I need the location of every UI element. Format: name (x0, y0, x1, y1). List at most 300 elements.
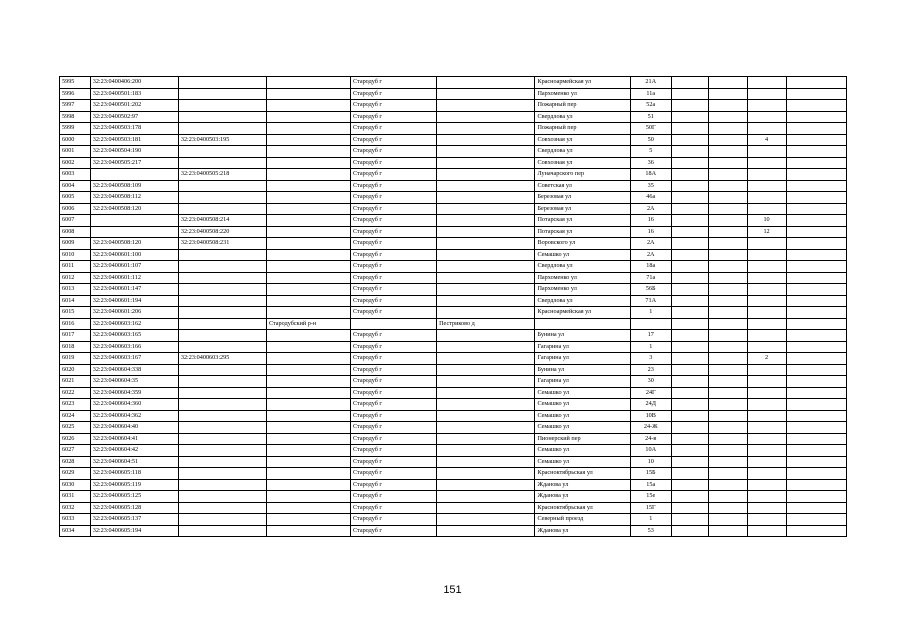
district-cell (266, 514, 350, 526)
empty-cell (708, 353, 747, 365)
street-cell: Жданова ул (535, 491, 630, 503)
house-number-cell: 56Б (630, 284, 671, 296)
city-cell: Стародуб г (351, 88, 437, 100)
empty-cell (708, 514, 747, 526)
building-cadastral-number-cell: 32:23:0400505:218 (178, 169, 266, 181)
table-row (60, 134, 847, 146)
street-cell: Потарская ул (535, 215, 630, 227)
row-number-cell: 6033 (60, 514, 91, 526)
cadastral-number-cell: 32:23:0400604:360 (90, 399, 178, 411)
cadastral-number-cell: 32:23:0400508:120 (90, 203, 178, 215)
blank-cell (786, 88, 847, 100)
empty-cell (671, 445, 708, 457)
city-cell: Стародуб г (351, 307, 437, 319)
table-row (60, 111, 847, 123)
street-cell: Жданова ул (535, 479, 630, 491)
city-cell: Стародуб г (351, 399, 437, 411)
city-cell: Стародуб г (351, 502, 437, 514)
empty-cell (708, 272, 747, 284)
page-number: 151 (443, 584, 462, 596)
building-cadastral-number-cell (178, 525, 266, 537)
empty-cell (671, 261, 708, 273)
district-cell (266, 146, 350, 158)
settlement-cell (437, 410, 535, 422)
registry-table-wrapper (59, 76, 847, 537)
blank-cell (786, 226, 847, 238)
cadastral-number-cell: 32:23:0400604:40 (90, 422, 178, 434)
blank-cell (786, 134, 847, 146)
city-cell: Стародуб г (351, 169, 437, 181)
settlement-cell (437, 215, 535, 227)
apartment-number-cell (747, 261, 786, 273)
street-cell: Бунина ул (535, 330, 630, 342)
building-cadastral-number-cell (178, 341, 266, 353)
city-cell: Стародуб г (351, 226, 437, 238)
row-number-cell: 6013 (60, 284, 91, 296)
empty-cell (708, 284, 747, 296)
blank-cell (786, 238, 847, 250)
building-cadastral-number-cell (178, 387, 266, 399)
row-number-cell: 6016 (60, 318, 91, 330)
district-cell (266, 399, 350, 411)
blank-cell (786, 295, 847, 307)
cadastral-number-cell: 32:23:0400601:100 (90, 249, 178, 261)
house-number-cell: 15Г (630, 502, 671, 514)
house-number-cell: 50 (630, 134, 671, 146)
blank-cell (786, 525, 847, 537)
table-row (60, 238, 847, 250)
table-row (60, 387, 847, 399)
city-cell: Стародуб г (351, 261, 437, 273)
blank-cell (786, 261, 847, 273)
empty-cell (671, 272, 708, 284)
row-number-cell: 6012 (60, 272, 91, 284)
city-cell: Стародуб г (351, 514, 437, 526)
empty-cell (671, 284, 708, 296)
table-row (60, 433, 847, 445)
district-cell (266, 192, 350, 204)
table-row (60, 525, 847, 537)
settlement-cell (437, 456, 535, 468)
cadastral-number-cell (90, 169, 178, 181)
district-cell (266, 307, 350, 319)
table-row (60, 364, 847, 376)
apartment-number-cell (747, 307, 786, 319)
blank-cell (786, 146, 847, 158)
city-cell: Стародуб г (351, 491, 437, 503)
empty-cell (708, 111, 747, 123)
row-number-cell: 6001 (60, 146, 91, 158)
blank-cell (786, 353, 847, 365)
settlement-cell (437, 111, 535, 123)
house-number-cell: 53 (630, 525, 671, 537)
table-row (60, 77, 847, 89)
street-cell: Семашко ул (535, 399, 630, 411)
cadastral-number-cell: 32:23:0400605:119 (90, 479, 178, 491)
row-number-cell: 5997 (60, 100, 91, 112)
district-cell (266, 295, 350, 307)
table-row (60, 445, 847, 457)
house-number-cell: 1 (630, 514, 671, 526)
apartment-number-cell (747, 295, 786, 307)
district-cell (266, 341, 350, 353)
cadastral-number-cell: 32:23:0400604:359 (90, 387, 178, 399)
cadastral-number-cell: 32:23:0400501:202 (90, 100, 178, 112)
empty-cell (708, 422, 747, 434)
city-cell: Стародуб г (351, 456, 437, 468)
building-cadastral-number-cell (178, 514, 266, 526)
building-cadastral-number-cell (178, 192, 266, 204)
empty-cell (708, 261, 747, 273)
empty-cell (671, 422, 708, 434)
table-row (60, 410, 847, 422)
street-cell: Красноармейская ул (535, 77, 630, 89)
empty-cell (671, 77, 708, 89)
building-cadastral-number-cell (178, 123, 266, 135)
house-number-cell: 50Г (630, 123, 671, 135)
cadastral-number-cell: 32:23:0400604:51 (90, 456, 178, 468)
cadastral-number-cell: 32:23:0400601:147 (90, 284, 178, 296)
empty-cell (671, 169, 708, 181)
building-cadastral-number-cell (178, 249, 266, 261)
apartment-number-cell (747, 100, 786, 112)
settlement-cell (437, 169, 535, 181)
street-cell: Семашко ул (535, 249, 630, 261)
apartment-number-cell (747, 514, 786, 526)
house-number-cell: 1 (630, 341, 671, 353)
city-cell: Стародуб г (351, 525, 437, 537)
row-number-cell: 6024 (60, 410, 91, 422)
street-cell: Бунина ул (535, 364, 630, 376)
table-row (60, 192, 847, 204)
district-cell: Стародубский р-н (266, 318, 350, 330)
table-row (60, 146, 847, 158)
settlement-cell (437, 387, 535, 399)
row-number-cell: 6006 (60, 203, 91, 215)
house-number-cell: 18А (630, 169, 671, 181)
district-cell (266, 525, 350, 537)
settlement-cell (437, 502, 535, 514)
empty-cell (671, 341, 708, 353)
building-cadastral-number-cell: 32:23:0400508:214 (178, 215, 266, 227)
empty-cell (708, 376, 747, 388)
cadastral-number-cell: 32:23:0400501:183 (90, 88, 178, 100)
blank-cell (786, 123, 847, 135)
apartment-number-cell (747, 433, 786, 445)
city-cell: Стародуб г (351, 203, 437, 215)
settlement-cell (437, 180, 535, 192)
blank-cell (786, 157, 847, 169)
house-number-cell: 2А (630, 238, 671, 250)
street-cell: Северный проезд (535, 514, 630, 526)
city-cell: Стародуб г (351, 376, 437, 388)
row-number-cell: 6020 (60, 364, 91, 376)
building-cadastral-number-cell (178, 410, 266, 422)
empty-cell (708, 445, 747, 457)
city-cell: Стародуб г (351, 295, 437, 307)
building-cadastral-number-cell (178, 88, 266, 100)
district-cell (266, 433, 350, 445)
empty-cell (671, 111, 708, 123)
district-cell (266, 479, 350, 491)
building-cadastral-number-cell: 32:23:0400508:220 (178, 226, 266, 238)
empty-cell (708, 341, 747, 353)
house-number-cell: 21А (630, 77, 671, 89)
empty-cell (671, 318, 708, 330)
cadastral-number-cell: 32:23:0400505:217 (90, 157, 178, 169)
city-cell: Стародуб г (351, 330, 437, 342)
apartment-number-cell (747, 238, 786, 250)
row-number-cell: 6031 (60, 491, 91, 503)
row-number-cell: 6029 (60, 468, 91, 480)
house-number-cell: 16 (630, 226, 671, 238)
table-row (60, 341, 847, 353)
district-cell (266, 422, 350, 434)
settlement-cell (437, 123, 535, 135)
city-cell: Стародуб г (351, 238, 437, 250)
apartment-number-cell (747, 376, 786, 388)
cadastral-number-cell: 32:23:0400508:120 (90, 238, 178, 250)
table-row (60, 376, 847, 388)
city-cell: Стародуб г (351, 387, 437, 399)
empty-cell (671, 146, 708, 158)
empty-cell (671, 514, 708, 526)
settlement-cell (437, 238, 535, 250)
building-cadastral-number-cell (178, 330, 266, 342)
district-cell (266, 456, 350, 468)
city-cell: Стародуб г (351, 192, 437, 204)
building-cadastral-number-cell (178, 479, 266, 491)
table-row (60, 88, 847, 100)
house-number-cell: 51 (630, 111, 671, 123)
row-number-cell: 6017 (60, 330, 91, 342)
cadastral-number-cell: 32:23:0400603:166 (90, 341, 178, 353)
building-cadastral-number-cell (178, 203, 266, 215)
district-cell (266, 387, 350, 399)
table-row (60, 215, 847, 227)
table-row (60, 100, 847, 112)
cadastral-number-cell: 32:23:0400605:128 (90, 502, 178, 514)
empty-cell (671, 491, 708, 503)
settlement-cell (437, 468, 535, 480)
empty-cell (708, 399, 747, 411)
building-cadastral-number-cell (178, 456, 266, 468)
district-cell (266, 330, 350, 342)
apartment-number-cell: 10 (747, 215, 786, 227)
table-row (60, 284, 847, 296)
city-cell: Стародуб г (351, 422, 437, 434)
blank-cell (786, 341, 847, 353)
district-cell (266, 215, 350, 227)
street-cell: Пархоменко ул (535, 88, 630, 100)
table-row (60, 502, 847, 514)
district-cell (266, 410, 350, 422)
building-cadastral-number-cell (178, 307, 266, 319)
street-cell: Семашко ул (535, 387, 630, 399)
apartment-number-cell (747, 364, 786, 376)
city-cell: Стародуб г (351, 410, 437, 422)
blank-cell (786, 399, 847, 411)
blank-cell (786, 192, 847, 204)
settlement-cell (437, 376, 535, 388)
settlement-cell (437, 203, 535, 215)
street-cell: Совхозная ул (535, 157, 630, 169)
table-row (60, 491, 847, 503)
row-number-cell: 6004 (60, 180, 91, 192)
apartment-number-cell (747, 180, 786, 192)
street-cell: Семашко ул (535, 410, 630, 422)
empty-cell (671, 157, 708, 169)
blank-cell (786, 307, 847, 319)
empty-cell (671, 525, 708, 537)
empty-cell (708, 330, 747, 342)
apartment-number-cell (747, 272, 786, 284)
settlement-cell (437, 491, 535, 503)
district-cell (266, 157, 350, 169)
settlement-cell (437, 146, 535, 158)
street-cell: Красноармейская ул (535, 307, 630, 319)
settlement-cell (437, 261, 535, 273)
house-number-cell: 17 (630, 330, 671, 342)
settlement-cell (437, 295, 535, 307)
empty-cell (671, 100, 708, 112)
empty-cell (708, 491, 747, 503)
cadastral-number-cell: 32:23:0400605:118 (90, 468, 178, 480)
empty-cell (708, 364, 747, 376)
street-cell: Пионерский пер (535, 433, 630, 445)
empty-cell (671, 134, 708, 146)
cadastral-number-cell: 32:23:0400603:162 (90, 318, 178, 330)
building-cadastral-number-cell (178, 502, 266, 514)
house-number-cell: 24-в (630, 433, 671, 445)
building-cadastral-number-cell: 32:23:0400508:231 (178, 238, 266, 250)
empty-cell (671, 88, 708, 100)
cadastral-number-cell: 32:23:0400508:109 (90, 180, 178, 192)
street-cell: Гагарина ул (535, 341, 630, 353)
blank-cell (786, 376, 847, 388)
street-cell: Свердлова ул (535, 295, 630, 307)
settlement-cell (437, 445, 535, 457)
building-cadastral-number-cell: 32:23:0400603:295 (178, 353, 266, 365)
apartment-number-cell (747, 468, 786, 480)
empty-cell (708, 295, 747, 307)
settlement-cell (437, 399, 535, 411)
city-cell (351, 318, 437, 330)
empty-cell (708, 410, 747, 422)
house-number-cell: 16 (630, 215, 671, 227)
street-cell: Березовая ул (535, 203, 630, 215)
blank-cell (786, 364, 847, 376)
row-number-cell: 6022 (60, 387, 91, 399)
street-cell: Воровского ул (535, 238, 630, 250)
blank-cell (786, 433, 847, 445)
apartment-number-cell (747, 491, 786, 503)
blank-cell (786, 169, 847, 181)
city-cell: Стародуб г (351, 433, 437, 445)
empty-cell (708, 318, 747, 330)
city-cell: Стародуб г (351, 77, 437, 89)
district-cell (266, 238, 350, 250)
blank-cell (786, 468, 847, 480)
settlement-cell (437, 226, 535, 238)
row-number-cell: 6018 (60, 341, 91, 353)
empty-cell (708, 226, 747, 238)
table-row (60, 272, 847, 284)
house-number-cell: 52а (630, 100, 671, 112)
apartment-number-cell (747, 387, 786, 399)
empty-cell (708, 249, 747, 261)
row-number-cell: 5995 (60, 77, 91, 89)
apartment-number-cell (747, 88, 786, 100)
settlement-cell (437, 525, 535, 537)
table-row (60, 353, 847, 365)
house-number-cell: 24Г (630, 387, 671, 399)
row-number-cell: 6005 (60, 192, 91, 204)
empty-cell (708, 525, 747, 537)
building-cadastral-number-cell (178, 157, 266, 169)
building-cadastral-number-cell (178, 77, 266, 89)
table-row (60, 180, 847, 192)
house-number-cell: 10 (630, 456, 671, 468)
district-cell (266, 364, 350, 376)
table-row (60, 456, 847, 468)
house-number-cell: 15а (630, 479, 671, 491)
row-number-cell: 5999 (60, 123, 91, 135)
apartment-number-cell (747, 169, 786, 181)
empty-cell (671, 456, 708, 468)
building-cadastral-number-cell (178, 180, 266, 192)
cadastral-number-cell: 32:23:0400603:165 (90, 330, 178, 342)
building-cadastral-number-cell (178, 445, 266, 457)
row-number-cell: 6028 (60, 456, 91, 468)
empty-cell (671, 364, 708, 376)
table-row (60, 468, 847, 480)
row-number-cell: 6011 (60, 261, 91, 273)
building-cadastral-number-cell (178, 399, 266, 411)
building-cadastral-number-cell (178, 272, 266, 284)
apartment-number-cell (747, 399, 786, 411)
table-row (60, 399, 847, 411)
apartment-number-cell (747, 192, 786, 204)
apartment-number-cell: 2 (747, 353, 786, 365)
district-cell (266, 272, 350, 284)
building-cadastral-number-cell (178, 468, 266, 480)
cadastral-number-cell: 32:23:0400601:112 (90, 272, 178, 284)
street-cell: Свердлова ул (535, 261, 630, 273)
blank-cell (786, 456, 847, 468)
blank-cell (786, 77, 847, 89)
empty-cell (671, 203, 708, 215)
empty-cell (708, 203, 747, 215)
empty-cell (671, 468, 708, 480)
city-cell: Стародуб г (351, 249, 437, 261)
settlement-cell (437, 192, 535, 204)
district-cell (266, 77, 350, 89)
blank-cell (786, 111, 847, 123)
city-cell: Стародуб г (351, 445, 437, 457)
table-row (60, 157, 847, 169)
apartment-number-cell: 12 (747, 226, 786, 238)
house-number-cell: 30 (630, 376, 671, 388)
apartment-number-cell (747, 445, 786, 457)
street-cell: Гагарина ул (535, 376, 630, 388)
district-cell (266, 353, 350, 365)
house-number-cell: 2А (630, 203, 671, 215)
district-cell (266, 180, 350, 192)
house-number-cell: 71а (630, 272, 671, 284)
city-cell: Стародуб г (351, 146, 437, 158)
row-number-cell: 5996 (60, 88, 91, 100)
